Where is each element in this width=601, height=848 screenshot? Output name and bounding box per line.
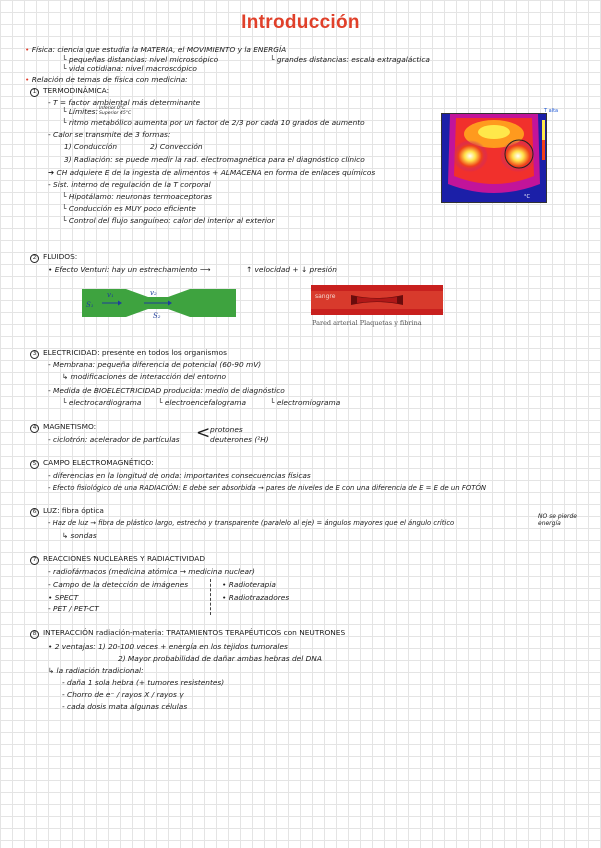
line-control: └ Control del flujo sanguíneo: calor del interior al exterior bbox=[62, 216, 275, 225]
line-pet: - PET / PET-CT bbox=[48, 604, 99, 613]
line-ritmo: └ ritmo metabólico aumenta por un factor de 2/3 por cada 10 grados de aumento bbox=[62, 118, 365, 127]
line-limites: └ Límites: bbox=[62, 107, 99, 116]
line-dana: - daña 1 sola hebra (+ tumores resistentes) bbox=[62, 678, 225, 687]
line-fisica: • Física: ciencia que estudia la MATERIA, el MOVIMIENTO y la ENERGÍA bbox=[25, 45, 287, 54]
line-venturi: • Efecto Venturi: hay un estrechamiento ⟶ bbox=[48, 265, 211, 274]
section-campo-em: 5 CAMPO ELECTROMAGNÉTICO: bbox=[30, 458, 154, 469]
line-grandes: └ grandes distancias: escala extragaláctica bbox=[270, 55, 430, 64]
venturi-s2: S₂ bbox=[153, 312, 161, 320]
line-t-factor: - T = factor ambiental más determinante bbox=[48, 98, 201, 107]
line-venturi-result: ↑ velocidad + ↓ presión bbox=[246, 265, 337, 274]
venturi-s1: S₁ bbox=[86, 301, 94, 309]
line-haz-luz: - Haz de luz → fibra de plástico largo, estrecho y transparente (paralelo al eje) = ángulos mayores que el ángulo crítico bbox=[48, 519, 455, 527]
artery-diagram bbox=[311, 285, 443, 327]
line-calor: - Calor se transmite de 3 formas: bbox=[48, 130, 171, 139]
line-vida: └ vida cotidiana: nivel macroscópico bbox=[62, 64, 197, 73]
line-conduccion-eficiente: └ Conducción es MUY poco eficiente bbox=[62, 204, 196, 213]
line-deteccion: - Campo de la detección de imágenes bbox=[48, 580, 189, 589]
line-emg: └ electromiograma bbox=[270, 398, 341, 407]
line-dosis: - cada dosis mata algunas células bbox=[62, 702, 188, 711]
limite-inferior: Inferior 0°C bbox=[99, 106, 126, 111]
section-electricidad: 3 ELECTRICIDAD: presente en todos los organismos bbox=[30, 348, 227, 359]
thermo-label: T alta bbox=[544, 108, 559, 114]
limite-superior: Superior 45°C bbox=[99, 111, 132, 116]
line-pequenas: └ pequeñas distancias: nivel microscópico bbox=[62, 55, 219, 64]
line-no-pierde: NO se pierde energía bbox=[538, 513, 577, 527]
line-sondas: ↳ sondas bbox=[62, 531, 97, 540]
artery-caption: Pared arterial Plaquetas y fibrina bbox=[312, 319, 422, 327]
line-eeg: └ electroencefalograma bbox=[158, 398, 247, 407]
line-ch: ➔ CH adquiere E de la ingesta de alimentos + ALMACENA en forma de enlaces químicos bbox=[48, 168, 376, 177]
line-radiotrazadores: • Radiotrazadores bbox=[222, 593, 290, 602]
section-reacciones: 7 REACCIONES NUCLEARES Y RADIACTIVIDAD bbox=[30, 554, 205, 565]
thermography-image bbox=[441, 113, 547, 203]
section-luz: 6 LUZ: fibra óptica bbox=[30, 506, 104, 517]
section-interaccion: 8 INTERACCIÓN radiación-materia: TRATAMIENTOS TERAPÉUTICOS con NEUTRONES bbox=[30, 628, 345, 639]
line-radiofarmacos: - radiofármacos (medicina atómica → medicina nuclear) bbox=[48, 567, 255, 576]
line-radiacion: 3) Radiación: se puede medir la rad. electromagnética para el diagnóstico clínico bbox=[64, 155, 365, 164]
thermo-scale-label: °C bbox=[524, 194, 530, 200]
line-protones: protones bbox=[210, 425, 243, 434]
less-than-brace: < bbox=[196, 423, 211, 443]
line-radiacion-tradicional: ↳ la radiación tradicional: bbox=[48, 666, 144, 675]
line-deuterones: deuterones (²H) bbox=[210, 435, 269, 444]
line-ecg: └ electrocardiograma bbox=[62, 398, 142, 407]
line-modificaciones: ↳ modificaciones de interacción del entorno bbox=[62, 372, 227, 381]
line-chorro: - Chorro de e⁻ / rayos X / rayos γ bbox=[62, 690, 184, 699]
line-hipotalamo: └ Hipotálamo: neuronas termoaceptoras bbox=[62, 192, 212, 201]
line-diferencias: - diferencias en la longitud de onda: importantes consecuencias físicas bbox=[48, 471, 311, 480]
artery-sangre-label: sangre bbox=[315, 293, 336, 300]
venturi-v2: v₂ bbox=[150, 289, 157, 297]
line-conduccion: 1) Conducción bbox=[64, 142, 118, 151]
line-ciclotron: - ciclotrón: acelerador de partículas bbox=[48, 435, 180, 444]
divider-dashed bbox=[210, 579, 211, 615]
line-radioterapia: • Radioterapia bbox=[222, 580, 276, 589]
line-efecto-fisiologico: - Efecto fisiológico de una RADIACIÓN: E debe ser absorbida → pares de niveles de E con una diferencia de E = E de un FOTÓN bbox=[48, 484, 487, 492]
line-bioelectricidad: - Medida de BIOELECTRICIDAD producida: medio de diagnóstico bbox=[48, 386, 285, 395]
section-magnetismo: 4 MAGNETISMO: bbox=[30, 422, 96, 433]
page-title: Introducción bbox=[241, 12, 360, 33]
section-fluidos: 2 FLUIDOS: bbox=[30, 252, 77, 263]
thermography-svg bbox=[442, 114, 546, 202]
venturi-v1: v₁ bbox=[107, 291, 114, 299]
section-termodinamica: 1 TERMODINÁMICA: bbox=[30, 86, 109, 97]
line-membrana: - Membrana: pequeña diferencia de potencial (60-90 mV) bbox=[48, 360, 262, 369]
line-sist: - Sist. interno de regulación de la T corporal bbox=[48, 180, 211, 189]
line-relacion: • Relación de temas de física con medicina: bbox=[25, 75, 188, 84]
line-spect: • SPECT bbox=[48, 593, 79, 602]
line-conveccion: 2) Convección bbox=[150, 142, 203, 151]
line-ventaja-2: 2) Mayor probabilidad de dañar ambas hebras del DNA bbox=[118, 654, 322, 663]
venturi-diagram bbox=[82, 285, 236, 321]
line-ventajas: • 2 ventajas: 1) 20-100 veces + energía en los tejidos tumorales bbox=[48, 642, 288, 651]
